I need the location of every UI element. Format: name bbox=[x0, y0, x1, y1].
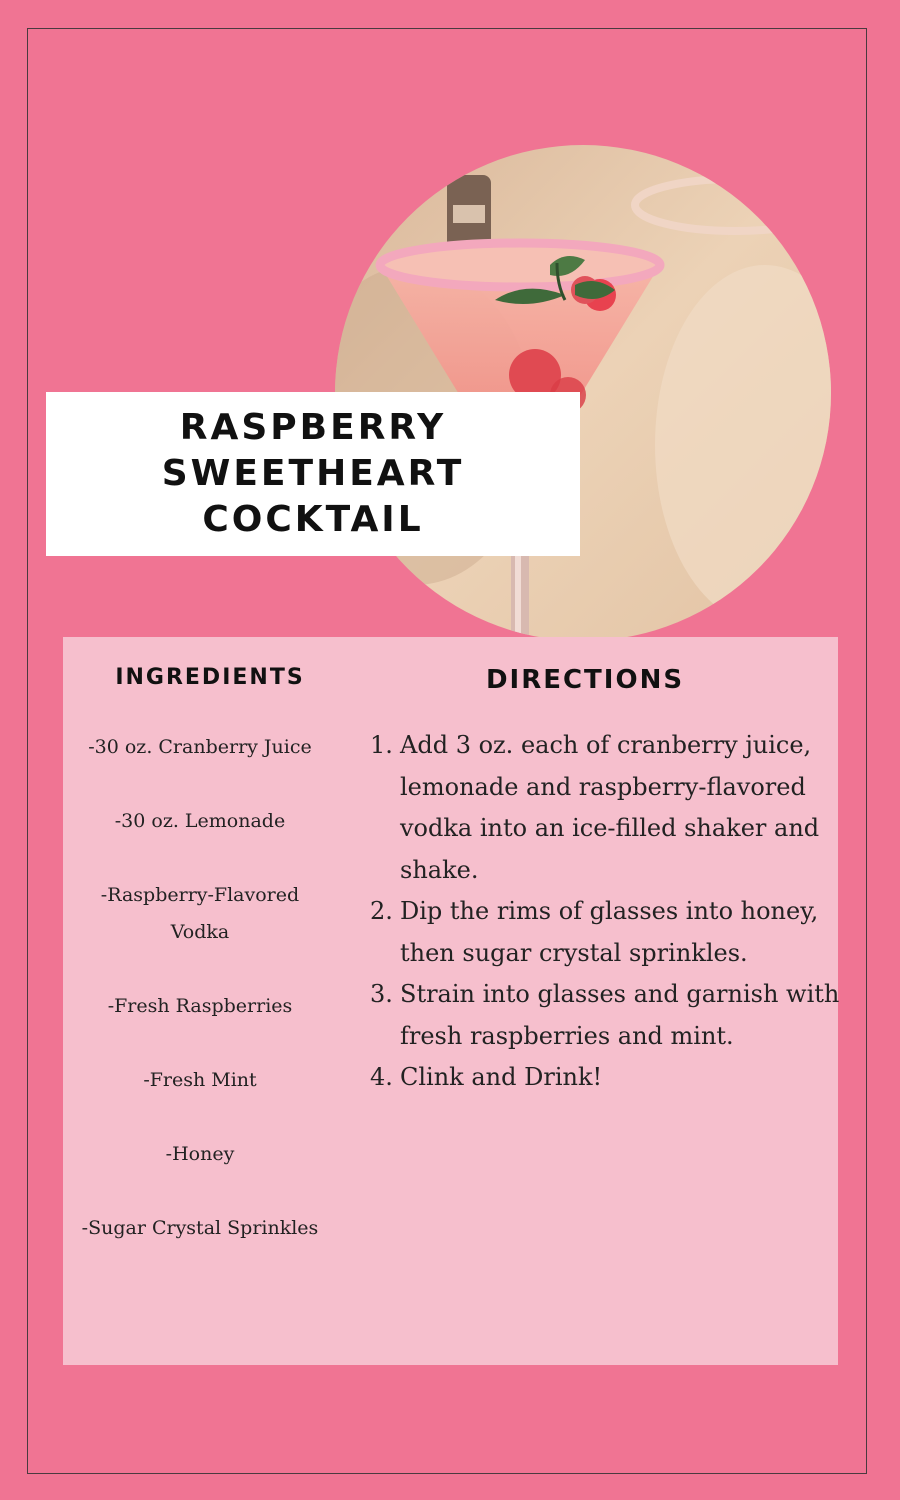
direction-step: Dip the rims of glasses into honey, then sugar crystal sprinkles. bbox=[400, 897, 819, 967]
title-box bbox=[46, 392, 580, 556]
direction-step: Add 3 oz. each of cranberry juice, lemonade and raspberry-flavored vodka into an ice-filled shaker and shake. bbox=[400, 731, 820, 884]
ingredients-list bbox=[79, 729, 321, 1284]
directions-heading: DIRECTIONS bbox=[485, 665, 685, 695]
recipe-panel bbox=[63, 637, 838, 1365]
directions-list bbox=[370, 725, 846, 1099]
ingredient-item: -Fresh Raspberries bbox=[107, 995, 293, 1017]
direction-step: Clink and Drink! bbox=[400, 1063, 603, 1091]
ingredient-item: -Honey bbox=[165, 1143, 235, 1165]
ingredient-item: -Fresh Mint bbox=[143, 1069, 257, 1091]
direction-step: Strain into glasses and garnish with fresh raspberries and mint. bbox=[400, 980, 840, 1050]
ingredient-item: -Sugar Crystal Sprinkles bbox=[81, 1217, 319, 1239]
recipe-title: RASPBERRY SWEETHEART COCKTAIL bbox=[161, 407, 465, 540]
ingredient-item: -Raspberry-Flavored Vodka bbox=[100, 884, 300, 943]
ingredient-item: -30 oz. Lemonade bbox=[114, 810, 286, 832]
ingredients-heading: INGREDIENTS bbox=[115, 665, 305, 690]
ingredient-item: -30 oz. Cranberry Juice bbox=[88, 736, 312, 758]
